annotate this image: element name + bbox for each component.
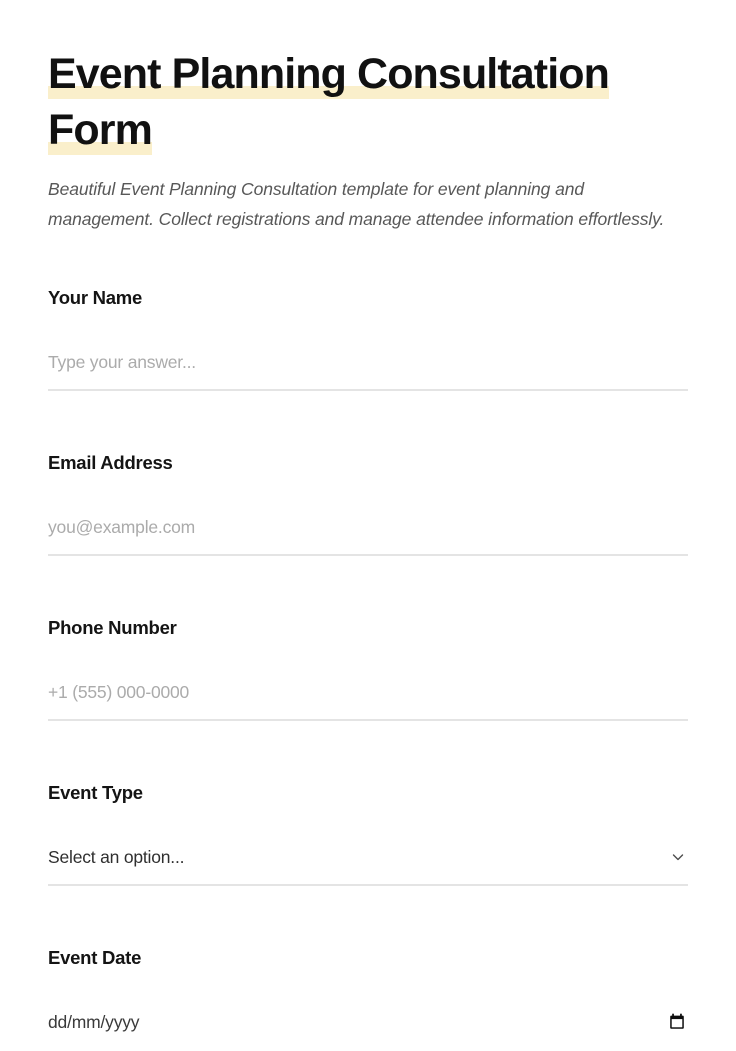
event-type-selected-value: Select an option...	[48, 847, 185, 867]
event-date-input[interactable]	[48, 1007, 688, 1051]
email-input[interactable]	[48, 512, 688, 556]
field-label-phone-number: Phone Number	[48, 617, 177, 638]
form-fields	[48, 286, 688, 1051]
page-title-line-2: Form	[48, 106, 152, 154]
page-title	[48, 0, 648, 158]
page-title-line-1: Event Planning Consultation	[48, 50, 609, 98]
event-date-placeholder: dd/mm/yyyy	[48, 1012, 140, 1032]
phone-input[interactable]	[48, 677, 688, 721]
field-phone-number	[48, 616, 688, 721]
phone-placeholder: +1 (555) 000-0000	[48, 682, 190, 702]
form-description: Beautiful Event Planning Consultation template for event planning and management. Collect registrations and manage attendee information effortlessly.	[48, 179, 665, 229]
field-label-event-date: Event Date	[48, 947, 142, 968]
chevron-down-icon	[670, 849, 686, 865]
field-event-date	[48, 946, 688, 1051]
your-name-placeholder: Type your answer...	[48, 352, 196, 372]
event-type-select[interactable]	[48, 842, 688, 886]
email-placeholder: you@example.com	[48, 517, 196, 537]
field-label-event-type: Event Type	[48, 782, 143, 803]
field-label-email-address: Email Address	[48, 452, 173, 473]
calendar-icon[interactable]	[669, 1013, 685, 1031]
your-name-input[interactable]	[48, 347, 688, 391]
field-email-address	[48, 451, 688, 556]
field-event-type	[48, 781, 688, 886]
field-label-your-name: Your Name	[48, 287, 143, 308]
field-your-name	[48, 286, 688, 391]
